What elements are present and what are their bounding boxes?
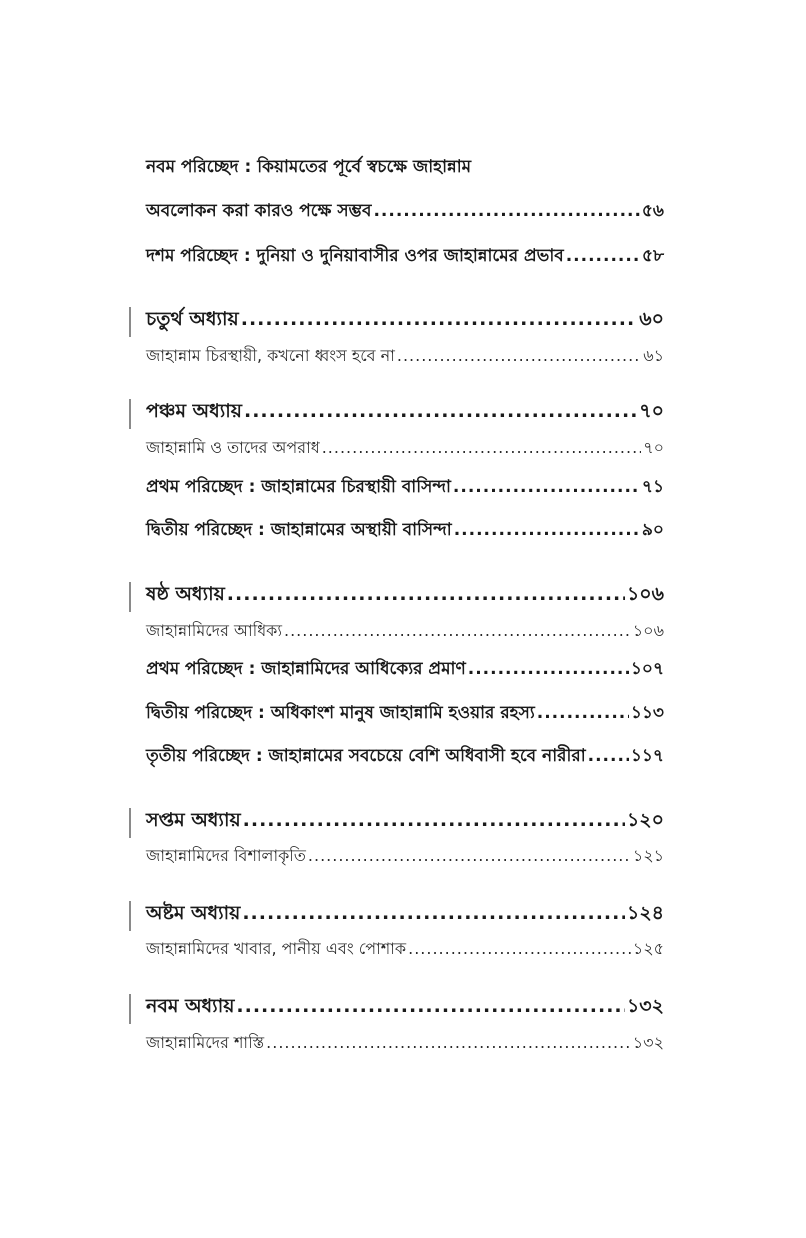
toc-entry-subchapter (146, 243, 664, 275)
toc-entry-title: সপ্তম অধ্যায় (146, 809, 241, 831)
toc-entry-item (146, 936, 664, 968)
chapter-marker-bar (129, 901, 131, 931)
toc-entry-title: জাহান্নামিদের বিশালাকৃতি (146, 846, 306, 865)
toc-entry-subchapter (146, 700, 664, 732)
toc-entry-title: জাহান্নাম চিরস্থায়ী, কখনো ধ্বংস হবে না (146, 346, 395, 365)
toc-entry-title: দশম পরিচ্ছেদ : দুনিয়া ও দুনিয়াবাসীর ওপর জাহান্নামের প্রভাব (146, 246, 564, 266)
toc-entry-chapter (146, 992, 664, 1024)
toc-entry-page: ১২৪ (626, 902, 664, 924)
toc-entry-page: ১৩২ (626, 995, 664, 1017)
toc-entry-title: চতুর্থ অধ্যায় (146, 308, 239, 330)
toc-entry-subchapter (146, 743, 664, 775)
chapter-marker-bar (129, 399, 131, 429)
chapter-marker-bar (129, 808, 131, 838)
toc-entry-title: ষষ্ঠ অধ্যায় (146, 583, 225, 605)
dot-leader (266, 1033, 631, 1052)
dot-leader (566, 246, 640, 266)
dot-leader (454, 520, 640, 540)
dot-leader (241, 308, 638, 330)
toc-entry-page: ৬০ (639, 308, 664, 330)
toc-entry-page: ১০৬ (626, 583, 664, 605)
toc-entry-page: ১১৭ (630, 746, 664, 766)
toc-entry-item (146, 343, 664, 375)
dot-leader (408, 939, 631, 958)
toc-entry-page: ১২৫ (632, 939, 664, 958)
toc-entry-title: প্রথম পরিচ্ছেদ : জাহান্নামিদের আধিক্যের প্রমাণ (146, 659, 466, 679)
chapter-marker-bar (129, 994, 131, 1024)
dot-leader (308, 846, 631, 865)
toc-entry-title: নবম পরিচ্ছেদ : কিয়ামতের পূর্বে স্বচক্ষে জাহান্নাম (146, 157, 472, 177)
toc-entry-title: পঞ্চম অধ্যায় (146, 400, 242, 422)
toc-entry-title: জাহান্নামিদের খাবার, পানীয় এবং পোশাক (146, 939, 407, 958)
dot-leader (284, 621, 631, 640)
dot-leader (453, 477, 640, 497)
toc-entry-page: ৫৮ (641, 246, 664, 266)
dot-leader (537, 703, 629, 723)
toc-entry-page: ৭১ (641, 477, 664, 497)
toc-entry-page: ১২১ (632, 846, 664, 865)
toc-entry-title: দ্বিতীয় পরিচ্ছেদ : জাহান্নামের অস্থায়ী বাসিন্দা (146, 520, 452, 540)
toc-entry-page: ৬১ (643, 346, 664, 365)
toc-entry-chapter (146, 580, 664, 612)
toc-entry-item (146, 435, 664, 467)
dot-leader (236, 995, 625, 1017)
toc-entry-page: ৯০ (641, 520, 664, 540)
dot-leader (397, 346, 641, 365)
toc-entry-title: জাহান্নামিদের আধিক্য (146, 621, 282, 640)
dot-leader (588, 746, 629, 766)
dot-leader (243, 809, 625, 831)
toc-entry-page: ১১৩ (630, 703, 664, 723)
toc-entry-title: জাহান্নামিদের শাস্তি (146, 1033, 265, 1052)
dot-leader (468, 659, 629, 679)
toc-entry-page: ১৩২ (632, 1033, 664, 1052)
toc-entry-item (146, 618, 664, 650)
toc-entry-title: জাহান্নামি ও তাদের অপরাধ (146, 438, 320, 457)
toc-entry-subchapter (146, 198, 664, 230)
dot-leader (322, 438, 642, 457)
dot-leader (373, 201, 639, 221)
toc-entry-title: অবলোকন করা কারও পক্ষে সম্ভব (146, 201, 372, 221)
dot-leader (242, 902, 625, 924)
toc-entry-chapter (146, 806, 664, 838)
toc-entry-chapter (146, 397, 664, 429)
toc-entry-title: অষ্টম অধ্যায় (146, 902, 241, 924)
toc-entry-page: ৭০ (639, 400, 664, 422)
toc-entry-subchapter (146, 154, 664, 186)
toc-entry-subchapter (146, 474, 664, 506)
toc-entry-item (146, 843, 664, 875)
toc-entry-chapter (146, 305, 664, 337)
toc-entry-page: ৭০ (643, 438, 664, 457)
toc-entry-page: ৫৬ (641, 201, 664, 221)
toc-entry-page: ১০৬ (632, 621, 664, 640)
toc-entry-subchapter (146, 656, 664, 688)
toc-entry-page: ১০৭ (630, 659, 664, 679)
chapter-marker-bar (129, 307, 131, 337)
toc-entry-title: প্রথম পরিচ্ছেদ : জাহান্নামের চিরস্থায়ী বাসিন্দা (146, 477, 451, 497)
toc-entry-title: তৃতীয় পরিচ্ছেদ : জাহান্নামের সবচেয়ে বেশি অধিবাসী হবে নারীরা (146, 746, 586, 766)
toc-entry-title: দ্বিতীয় পরিচ্ছেদ : অধিকাংশ মানুষ জাহান্নামি হওয়ার রহস্য (146, 703, 535, 723)
toc-entry-title: নবম অধ্যায় (146, 995, 235, 1017)
dot-leader (227, 583, 625, 605)
toc-entry-chapter (146, 899, 664, 931)
toc-entry-page: ১২০ (626, 809, 664, 831)
chapter-marker-bar (129, 582, 131, 612)
toc-entry-item (146, 1030, 664, 1062)
toc-entry-subchapter (146, 517, 664, 549)
dot-leader (244, 400, 637, 422)
